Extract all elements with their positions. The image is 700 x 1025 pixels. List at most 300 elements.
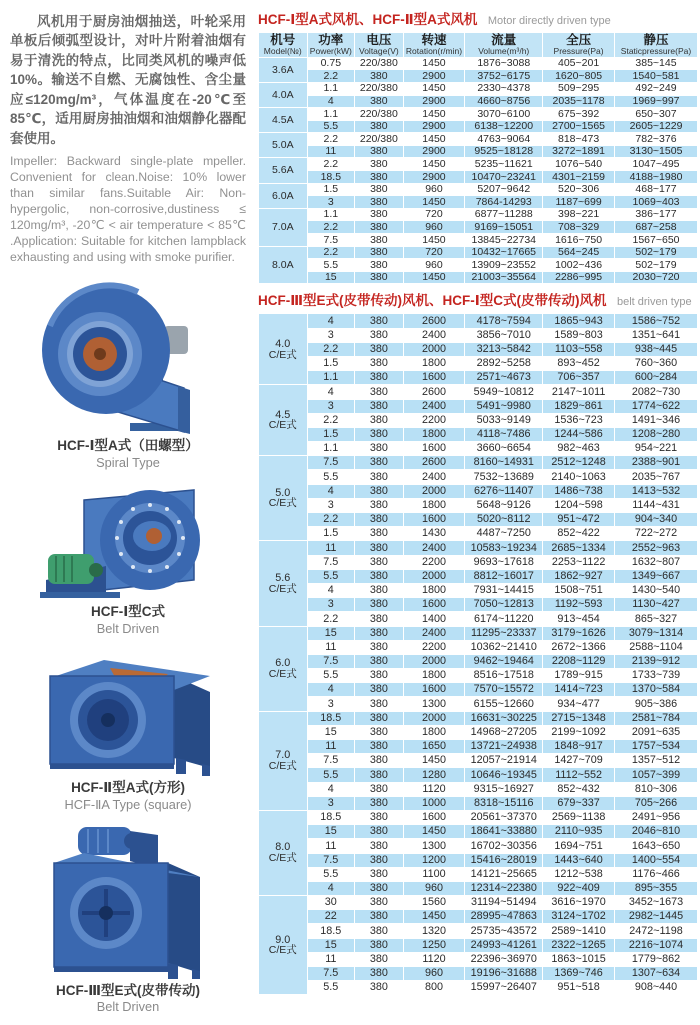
spec-cell: 380 bbox=[355, 196, 404, 209]
spec-cell: 4763~9064 bbox=[465, 133, 543, 146]
model-cell: 3.6A bbox=[259, 57, 308, 82]
spec-row bbox=[259, 371, 698, 385]
spec-cell: 18641~33880 bbox=[465, 825, 543, 839]
spec-row bbox=[259, 583, 698, 597]
spec-cell: 1863~1015 bbox=[543, 952, 615, 966]
spec-cell: 11 bbox=[307, 740, 355, 754]
spec-cell: 2147~1011 bbox=[543, 385, 615, 399]
spec-cell: 1800 bbox=[403, 669, 465, 683]
spec-cell: 1280 bbox=[403, 768, 465, 782]
spec-row bbox=[259, 938, 698, 952]
spec-cell: 7.5 bbox=[307, 234, 355, 247]
spec-cell: 8160~14931 bbox=[465, 456, 543, 470]
spec-cell: 380 bbox=[355, 853, 404, 867]
spec-cell: 1212~538 bbox=[543, 867, 615, 881]
spec-cell: 380 bbox=[355, 910, 404, 924]
spec-cell: 960 bbox=[403, 221, 465, 234]
spec-cell: 2581~784 bbox=[615, 711, 698, 725]
column-header-rotation: 转速 Rotation(r/min) bbox=[403, 33, 465, 58]
spec-cell: 4487~7250 bbox=[465, 527, 543, 541]
spec-cell: 905~386 bbox=[615, 697, 698, 711]
spec-cell: 2715~1348 bbox=[543, 711, 615, 725]
spec-cell: 2700~1565 bbox=[543, 120, 615, 133]
spec-cell: 8812~16017 bbox=[465, 569, 543, 583]
belt-driven-table-body bbox=[259, 314, 698, 995]
spec-cell: 960 bbox=[403, 259, 465, 272]
spec-cell: 1486~738 bbox=[543, 484, 615, 498]
spec-cell: 1779~862 bbox=[615, 952, 698, 966]
spec-cell: 220/380 bbox=[355, 108, 404, 121]
spec-row bbox=[259, 754, 698, 768]
spec-cell: 9462~19464 bbox=[465, 654, 543, 668]
spec-cell: 380 bbox=[355, 356, 404, 370]
spec-cell: 1560 bbox=[403, 896, 465, 910]
spec-cell: 380 bbox=[355, 470, 404, 484]
spec-cell: 2512~1248 bbox=[543, 456, 615, 470]
column-header-power: 功率 Power(kW) bbox=[307, 33, 355, 58]
spec-cell: 11 bbox=[307, 640, 355, 654]
spec-cell: 2.2 bbox=[307, 342, 355, 356]
spec-row bbox=[259, 825, 698, 839]
spec-cell: 2400 bbox=[403, 470, 465, 484]
spec-cell: 380 bbox=[355, 371, 404, 385]
model-cell: 5.0 C/E式 bbox=[259, 456, 308, 541]
spec-row bbox=[259, 498, 698, 512]
spec-cell: 2552~963 bbox=[615, 541, 698, 555]
spec-cell: 15 bbox=[307, 271, 355, 284]
spec-cell: 1349~667 bbox=[615, 569, 698, 583]
spec-cell: 1100 bbox=[403, 867, 465, 881]
model-cell: 4.0 C/E式 bbox=[259, 314, 308, 385]
spec-cell: 2.2 bbox=[307, 513, 355, 527]
spec-cell: 5.5 bbox=[307, 867, 355, 881]
spec-cell: 1757~534 bbox=[615, 740, 698, 754]
spec-cell: 1369~746 bbox=[543, 967, 615, 981]
spec-cell: 1443~640 bbox=[543, 853, 615, 867]
spec-cell: 2589~1410 bbox=[543, 924, 615, 938]
product-caption-en: Belt Driven bbox=[96, 621, 160, 637]
spec-cell: 380 bbox=[355, 881, 404, 895]
spec-cell: 1047~495 bbox=[615, 158, 698, 171]
spec-cell: 852~422 bbox=[543, 527, 615, 541]
spec-cell: 2286~995 bbox=[543, 271, 615, 284]
spec-cell: 1450 bbox=[403, 108, 465, 121]
spec-cell: 720 bbox=[403, 208, 465, 221]
spec-cell: 1300 bbox=[403, 697, 465, 711]
spec-row bbox=[259, 881, 698, 895]
spec-cell: 380 bbox=[355, 725, 404, 739]
spec-cell: 7931~14415 bbox=[465, 583, 543, 597]
spec-cell: 5.5 bbox=[307, 981, 355, 995]
spec-cell: 7.5 bbox=[307, 967, 355, 981]
spec-row bbox=[259, 259, 698, 272]
spec-cell: 800 bbox=[403, 981, 465, 995]
spec-cell: 380 bbox=[355, 95, 404, 108]
spec-cell: 954~221 bbox=[615, 442, 698, 456]
spec-cell: 380 bbox=[355, 896, 404, 910]
spec-cell: 1069~403 bbox=[615, 196, 698, 209]
spec-cell: 380 bbox=[355, 413, 404, 427]
spec-row bbox=[259, 796, 698, 810]
spec-cell: 5033~9149 bbox=[465, 413, 543, 427]
spec-cell: 1450 bbox=[403, 754, 465, 768]
spec-cell: 380 bbox=[355, 342, 404, 356]
spec-row bbox=[259, 470, 698, 484]
spec-row bbox=[259, 555, 698, 569]
spec-cell: 1187~699 bbox=[543, 196, 615, 209]
spec-cell: 18.5 bbox=[307, 924, 355, 938]
spec-cell: 1450 bbox=[403, 196, 465, 209]
spec-cell: 5207~9642 bbox=[465, 183, 543, 196]
spec-cell: 11 bbox=[307, 839, 355, 853]
spec-cell: 1620~805 bbox=[543, 70, 615, 83]
spec-cell: 650~307 bbox=[615, 108, 698, 121]
spec-cell: 10646~19345 bbox=[465, 768, 543, 782]
spec-cell: 4118~7486 bbox=[465, 427, 543, 441]
spec-cell: 380 bbox=[355, 158, 404, 171]
spec-cell: 14121~25665 bbox=[465, 867, 543, 881]
spec-cell: 7532~13689 bbox=[465, 470, 543, 484]
spec-cell: 13909~23552 bbox=[465, 259, 543, 272]
spec-cell: 2600 bbox=[403, 314, 465, 328]
spec-cell: 934~477 bbox=[543, 697, 615, 711]
spec-cell: 1192~593 bbox=[543, 598, 615, 612]
spec-cell: 1650 bbox=[403, 740, 465, 754]
spec-cell: 705~266 bbox=[615, 796, 698, 810]
spec-cell: 1450 bbox=[403, 271, 465, 284]
spec-row bbox=[259, 484, 698, 498]
spec-cell: 15 bbox=[307, 938, 355, 952]
spec-cell: 380 bbox=[355, 427, 404, 441]
spec-cell: 3 bbox=[307, 598, 355, 612]
spec-cell: 14968~27205 bbox=[465, 725, 543, 739]
intro-paragraph-cn: 风机用于厨房油烟抽送，叶轮采用单板后倾弧型设计，对叶片附着油烟有易于清洗的特点，比同类风机的噪声低10%。输送不自燃、无腐蚀性、含尘量应≤120mg/m³，气体温度在-20℃至85℃，适用厨房抽油烟和油烟静化器配套使用。 bbox=[10, 14, 246, 146]
spec-row bbox=[259, 196, 698, 209]
product-caption-en: Belt Driven bbox=[96, 999, 160, 1015]
spec-cell: 18.5 bbox=[307, 171, 355, 184]
spec-cell: 2400 bbox=[403, 328, 465, 342]
spec-cell: 380 bbox=[355, 952, 404, 966]
spec-cell: 1450 bbox=[403, 910, 465, 924]
spec-cell: 380 bbox=[355, 120, 404, 133]
spec-cell: 865~327 bbox=[615, 612, 698, 626]
spec-cell: 3 bbox=[307, 399, 355, 413]
spec-cell: 520~306 bbox=[543, 183, 615, 196]
spec-cell: 1450 bbox=[403, 158, 465, 171]
belt-driven-spec-table bbox=[258, 313, 698, 995]
spec-cell: 380 bbox=[355, 612, 404, 626]
model-cell: 5.6 C/E式 bbox=[259, 541, 308, 626]
spec-cell: 2900 bbox=[403, 95, 465, 108]
spec-table-header bbox=[259, 33, 698, 58]
spec-cell: 1244~586 bbox=[543, 427, 615, 441]
spec-cell: 15 bbox=[307, 725, 355, 739]
spec-cell: 1600 bbox=[403, 371, 465, 385]
spec-cell: 2199~1092 bbox=[543, 725, 615, 739]
spec-row bbox=[259, 541, 698, 555]
spec-cell: 1508~751 bbox=[543, 583, 615, 597]
spec-cell: 2900 bbox=[403, 171, 465, 184]
spec-cell: 380 bbox=[355, 145, 404, 158]
spec-cell: 1865~943 bbox=[543, 314, 615, 328]
model-cell: 7.0 C/E式 bbox=[259, 711, 308, 810]
spec-row bbox=[259, 108, 698, 121]
spec-cell: 1.5 bbox=[307, 183, 355, 196]
spec-row bbox=[259, 133, 698, 146]
spec-cell: 9169~15051 bbox=[465, 221, 543, 234]
spec-row bbox=[259, 356, 698, 370]
spec-cell: 3179~1626 bbox=[543, 626, 615, 640]
spec-cell: 852~432 bbox=[543, 782, 615, 796]
spec-cell: 3616~1970 bbox=[543, 896, 615, 910]
spec-cell: 960 bbox=[403, 967, 465, 981]
spec-cell: 380 bbox=[355, 825, 404, 839]
model-cell: 6.0A bbox=[259, 183, 308, 208]
spec-cell: 1450 bbox=[403, 825, 465, 839]
spec-cell: 722~272 bbox=[615, 527, 698, 541]
spec-cell: 3124~1702 bbox=[543, 910, 615, 924]
spec-row bbox=[259, 612, 698, 626]
spec-cell: 1.5 bbox=[307, 527, 355, 541]
spec-row bbox=[259, 342, 698, 356]
spec-cell: 7050~12813 bbox=[465, 598, 543, 612]
spec-cell: 1600 bbox=[403, 513, 465, 527]
spec-cell: 385~145 bbox=[615, 57, 698, 70]
spec-cell: 380 bbox=[355, 669, 404, 683]
spec-cell: 760~360 bbox=[615, 356, 698, 370]
spec-cell: 6174~11220 bbox=[465, 612, 543, 626]
spec-cell: 687~258 bbox=[615, 221, 698, 234]
spec-cell: 4 bbox=[307, 881, 355, 895]
spec-cell: 2400 bbox=[403, 626, 465, 640]
spec-cell: 380 bbox=[355, 399, 404, 413]
spec-cell: 3272~1891 bbox=[543, 145, 615, 158]
spec-cell: 5.5 bbox=[307, 470, 355, 484]
spec-cell: 2035~1178 bbox=[543, 95, 615, 108]
spec-cell: 7.5 bbox=[307, 654, 355, 668]
spec-cell: 3070~6100 bbox=[465, 108, 543, 121]
spec-cell: 380 bbox=[355, 768, 404, 782]
spec-cell: 2571~4673 bbox=[465, 371, 543, 385]
spec-row bbox=[259, 967, 698, 981]
spec-cell: 380 bbox=[355, 456, 404, 470]
spec-cell: 7.5 bbox=[307, 555, 355, 569]
spec-cell: 960 bbox=[403, 881, 465, 895]
spec-cell: 1491~346 bbox=[615, 413, 698, 427]
spec-cell: 904~340 bbox=[615, 513, 698, 527]
spec-cell: 2900 bbox=[403, 145, 465, 158]
spec-cell: 1567~650 bbox=[615, 234, 698, 247]
spec-cell: 1600 bbox=[403, 442, 465, 456]
spec-cell: 380 bbox=[355, 711, 404, 725]
spec-cell: 2605~1229 bbox=[615, 120, 698, 133]
spec-cell: 2000 bbox=[403, 342, 465, 356]
spec-cell: 3660~6654 bbox=[465, 442, 543, 456]
belt-square-fan-photo bbox=[26, 823, 231, 981]
spec-cell: 2.2 bbox=[307, 612, 355, 626]
spec-cell: 1800 bbox=[403, 356, 465, 370]
direct-driven-table-body bbox=[259, 57, 698, 284]
spec-cell: 380 bbox=[355, 271, 404, 284]
spec-cell: 1370~584 bbox=[615, 683, 698, 697]
spec-cell: 1400 bbox=[403, 612, 465, 626]
spec-cell: 380 bbox=[355, 867, 404, 881]
model-cell: 6.0 C/E式 bbox=[259, 626, 308, 711]
spec-cell: 9693~17618 bbox=[465, 555, 543, 569]
spec-cell: 1414~723 bbox=[543, 683, 615, 697]
spec-cell: 15 bbox=[307, 825, 355, 839]
model-cell: 4.0A bbox=[259, 82, 308, 107]
spec-cell: 1450 bbox=[403, 57, 465, 70]
table-title-direct-driven bbox=[258, 8, 698, 29]
spec-cell: 2892~5258 bbox=[465, 356, 543, 370]
spec-cell: 4 bbox=[307, 782, 355, 796]
product-figure-square bbox=[10, 646, 246, 812]
spec-cell: 1430~540 bbox=[615, 583, 698, 597]
spec-cell: 2569~1138 bbox=[543, 810, 615, 824]
spec-row bbox=[259, 626, 698, 640]
spec-cell: 5020~8112 bbox=[465, 513, 543, 527]
spec-cell: 1.5 bbox=[307, 356, 355, 370]
spec-cell: 1.1 bbox=[307, 208, 355, 221]
spec-cell: 1057~399 bbox=[615, 768, 698, 782]
spec-cell: 2330~4378 bbox=[465, 82, 543, 95]
spec-cell: 16702~30356 bbox=[465, 839, 543, 853]
spec-cell: 5.5 bbox=[307, 669, 355, 683]
spec-cell: 2685~1334 bbox=[543, 541, 615, 555]
spec-cell: 2091~635 bbox=[615, 725, 698, 739]
spec-cell: 1450 bbox=[403, 133, 465, 146]
spec-cell: 2388~901 bbox=[615, 456, 698, 470]
spec-cell: 708~329 bbox=[543, 221, 615, 234]
spec-cell: 380 bbox=[355, 583, 404, 597]
spec-cell: 1600 bbox=[403, 683, 465, 697]
spec-cell: 1430 bbox=[403, 527, 465, 541]
spec-cell: 1800 bbox=[403, 583, 465, 597]
spec-cell: 12057~21914 bbox=[465, 754, 543, 768]
spec-cell: 4178~7594 bbox=[465, 314, 543, 328]
spec-cell: 1204~598 bbox=[543, 498, 615, 512]
spec-cell: 1589~803 bbox=[543, 328, 615, 342]
spec-cell: 1789~915 bbox=[543, 669, 615, 683]
spec-cell: 810~306 bbox=[615, 782, 698, 796]
spec-cell: 380 bbox=[355, 513, 404, 527]
spec-cell: 502~179 bbox=[615, 259, 698, 272]
spec-cell: 15997~26407 bbox=[465, 981, 543, 995]
spec-row bbox=[259, 145, 698, 158]
spec-cell: 960 bbox=[403, 183, 465, 196]
spec-cell: 895~355 bbox=[615, 881, 698, 895]
spec-cell: 7.5 bbox=[307, 456, 355, 470]
spec-cell: 1351~641 bbox=[615, 328, 698, 342]
spec-cell: 380 bbox=[355, 810, 404, 824]
spec-cell: 398~221 bbox=[543, 208, 615, 221]
intro-paragraph-en: Impeller: Backward single-plate mpeller. Convenient for clean.Noise: 10% lower than similar fans.Suitable Air: Non-hypergolic, non-corrosive,dustiness ≤ 120mg/m³, -20℃ < air temperature < 85℃ .Application: Suitable for kitchen lampblack exhausting and using with smoke purifier. bbox=[10, 154, 246, 264]
column-header-voltage: 电压 Voltage(V) bbox=[355, 33, 404, 58]
spec-row bbox=[259, 158, 698, 171]
table-title-cn: HCF-Ⅲ型E式(皮带传动)风机、HCF-Ⅰ型C式(皮带传动)风机 bbox=[258, 293, 607, 309]
spec-cell: 1112~552 bbox=[543, 768, 615, 782]
spec-cell: 2200 bbox=[403, 413, 465, 427]
spec-cell: 1413~532 bbox=[615, 484, 698, 498]
spec-cell: 2139~912 bbox=[615, 654, 698, 668]
spec-row bbox=[259, 82, 698, 95]
spec-cell: 4 bbox=[307, 314, 355, 328]
spec-cell: 2.2 bbox=[307, 158, 355, 171]
spec-cell: 706~357 bbox=[543, 371, 615, 385]
product-caption-cn: HCF-Ⅱ型A式(方形) bbox=[71, 780, 185, 796]
spec-cell: 5.5 bbox=[307, 569, 355, 583]
product-caption-en: Spiral Type bbox=[96, 454, 160, 470]
spec-cell: 380 bbox=[355, 924, 404, 938]
spec-cell: 380 bbox=[355, 981, 404, 995]
spec-cell: 28995~47863 bbox=[465, 910, 543, 924]
spec-cell: 220/380 bbox=[355, 82, 404, 95]
model-cell: 4.5A bbox=[259, 108, 308, 133]
spec-cell: 3 bbox=[307, 498, 355, 512]
spec-cell: 380 bbox=[355, 569, 404, 583]
spec-cell: 3079~1314 bbox=[615, 626, 698, 640]
spec-cell: 2082~730 bbox=[615, 385, 698, 399]
spec-cell: 5.5 bbox=[307, 120, 355, 133]
spec-cell: 1643~650 bbox=[615, 839, 698, 853]
spec-cell: 1357~512 bbox=[615, 754, 698, 768]
spec-row bbox=[259, 427, 698, 441]
spec-cell: 9525~18128 bbox=[465, 145, 543, 158]
table-title-cn: HCF-Ⅰ型A式风机、HCF-Ⅱ型A式风机 bbox=[258, 12, 478, 27]
spec-row bbox=[259, 952, 698, 966]
spec-cell: 4660~8756 bbox=[465, 95, 543, 108]
spec-cell: 380 bbox=[355, 683, 404, 697]
spec-row bbox=[259, 527, 698, 541]
spec-cell: 20561~37370 bbox=[465, 810, 543, 824]
spec-cell: 4 bbox=[307, 484, 355, 498]
spec-cell: 1800 bbox=[403, 498, 465, 512]
table-title-belt-driven bbox=[258, 289, 698, 310]
spec-cell: 4188~1980 bbox=[615, 171, 698, 184]
spec-row bbox=[259, 314, 698, 328]
spec-cell: 2322~1265 bbox=[543, 938, 615, 952]
spec-cell: 1848~917 bbox=[543, 740, 615, 754]
spec-cell: 380 bbox=[355, 385, 404, 399]
spec-cell: 380 bbox=[355, 208, 404, 221]
spec-cell: 4 bbox=[307, 683, 355, 697]
spec-cell: 1733~739 bbox=[615, 669, 698, 683]
spec-row bbox=[259, 697, 698, 711]
spec-cell: 2208~1129 bbox=[543, 654, 615, 668]
spec-cell: 18.5 bbox=[307, 711, 355, 725]
spec-cell: 9315~16927 bbox=[465, 782, 543, 796]
spec-cell: 1300 bbox=[403, 839, 465, 853]
spec-cell: 380 bbox=[355, 782, 404, 796]
spec-cell: 2216~1074 bbox=[615, 938, 698, 952]
spec-cell: 2.2 bbox=[307, 246, 355, 259]
spec-cell: 16631~30225 bbox=[465, 711, 543, 725]
spec-row bbox=[259, 740, 698, 754]
direct-driven-spec-table bbox=[258, 32, 698, 284]
spec-cell: 380 bbox=[355, 328, 404, 342]
spec-cell: 4 bbox=[307, 583, 355, 597]
spec-cell: 1427~709 bbox=[543, 754, 615, 768]
spec-cell: 1.1 bbox=[307, 442, 355, 456]
spec-cell: 3130~1505 bbox=[615, 145, 698, 158]
spec-cell: 380 bbox=[355, 442, 404, 456]
spec-cell: 2900 bbox=[403, 70, 465, 83]
model-cell: 7.0A bbox=[259, 208, 308, 246]
spec-cell: 1130~427 bbox=[615, 598, 698, 612]
spiral-fan-photo bbox=[26, 274, 231, 436]
spec-cell: 1800 bbox=[403, 427, 465, 441]
